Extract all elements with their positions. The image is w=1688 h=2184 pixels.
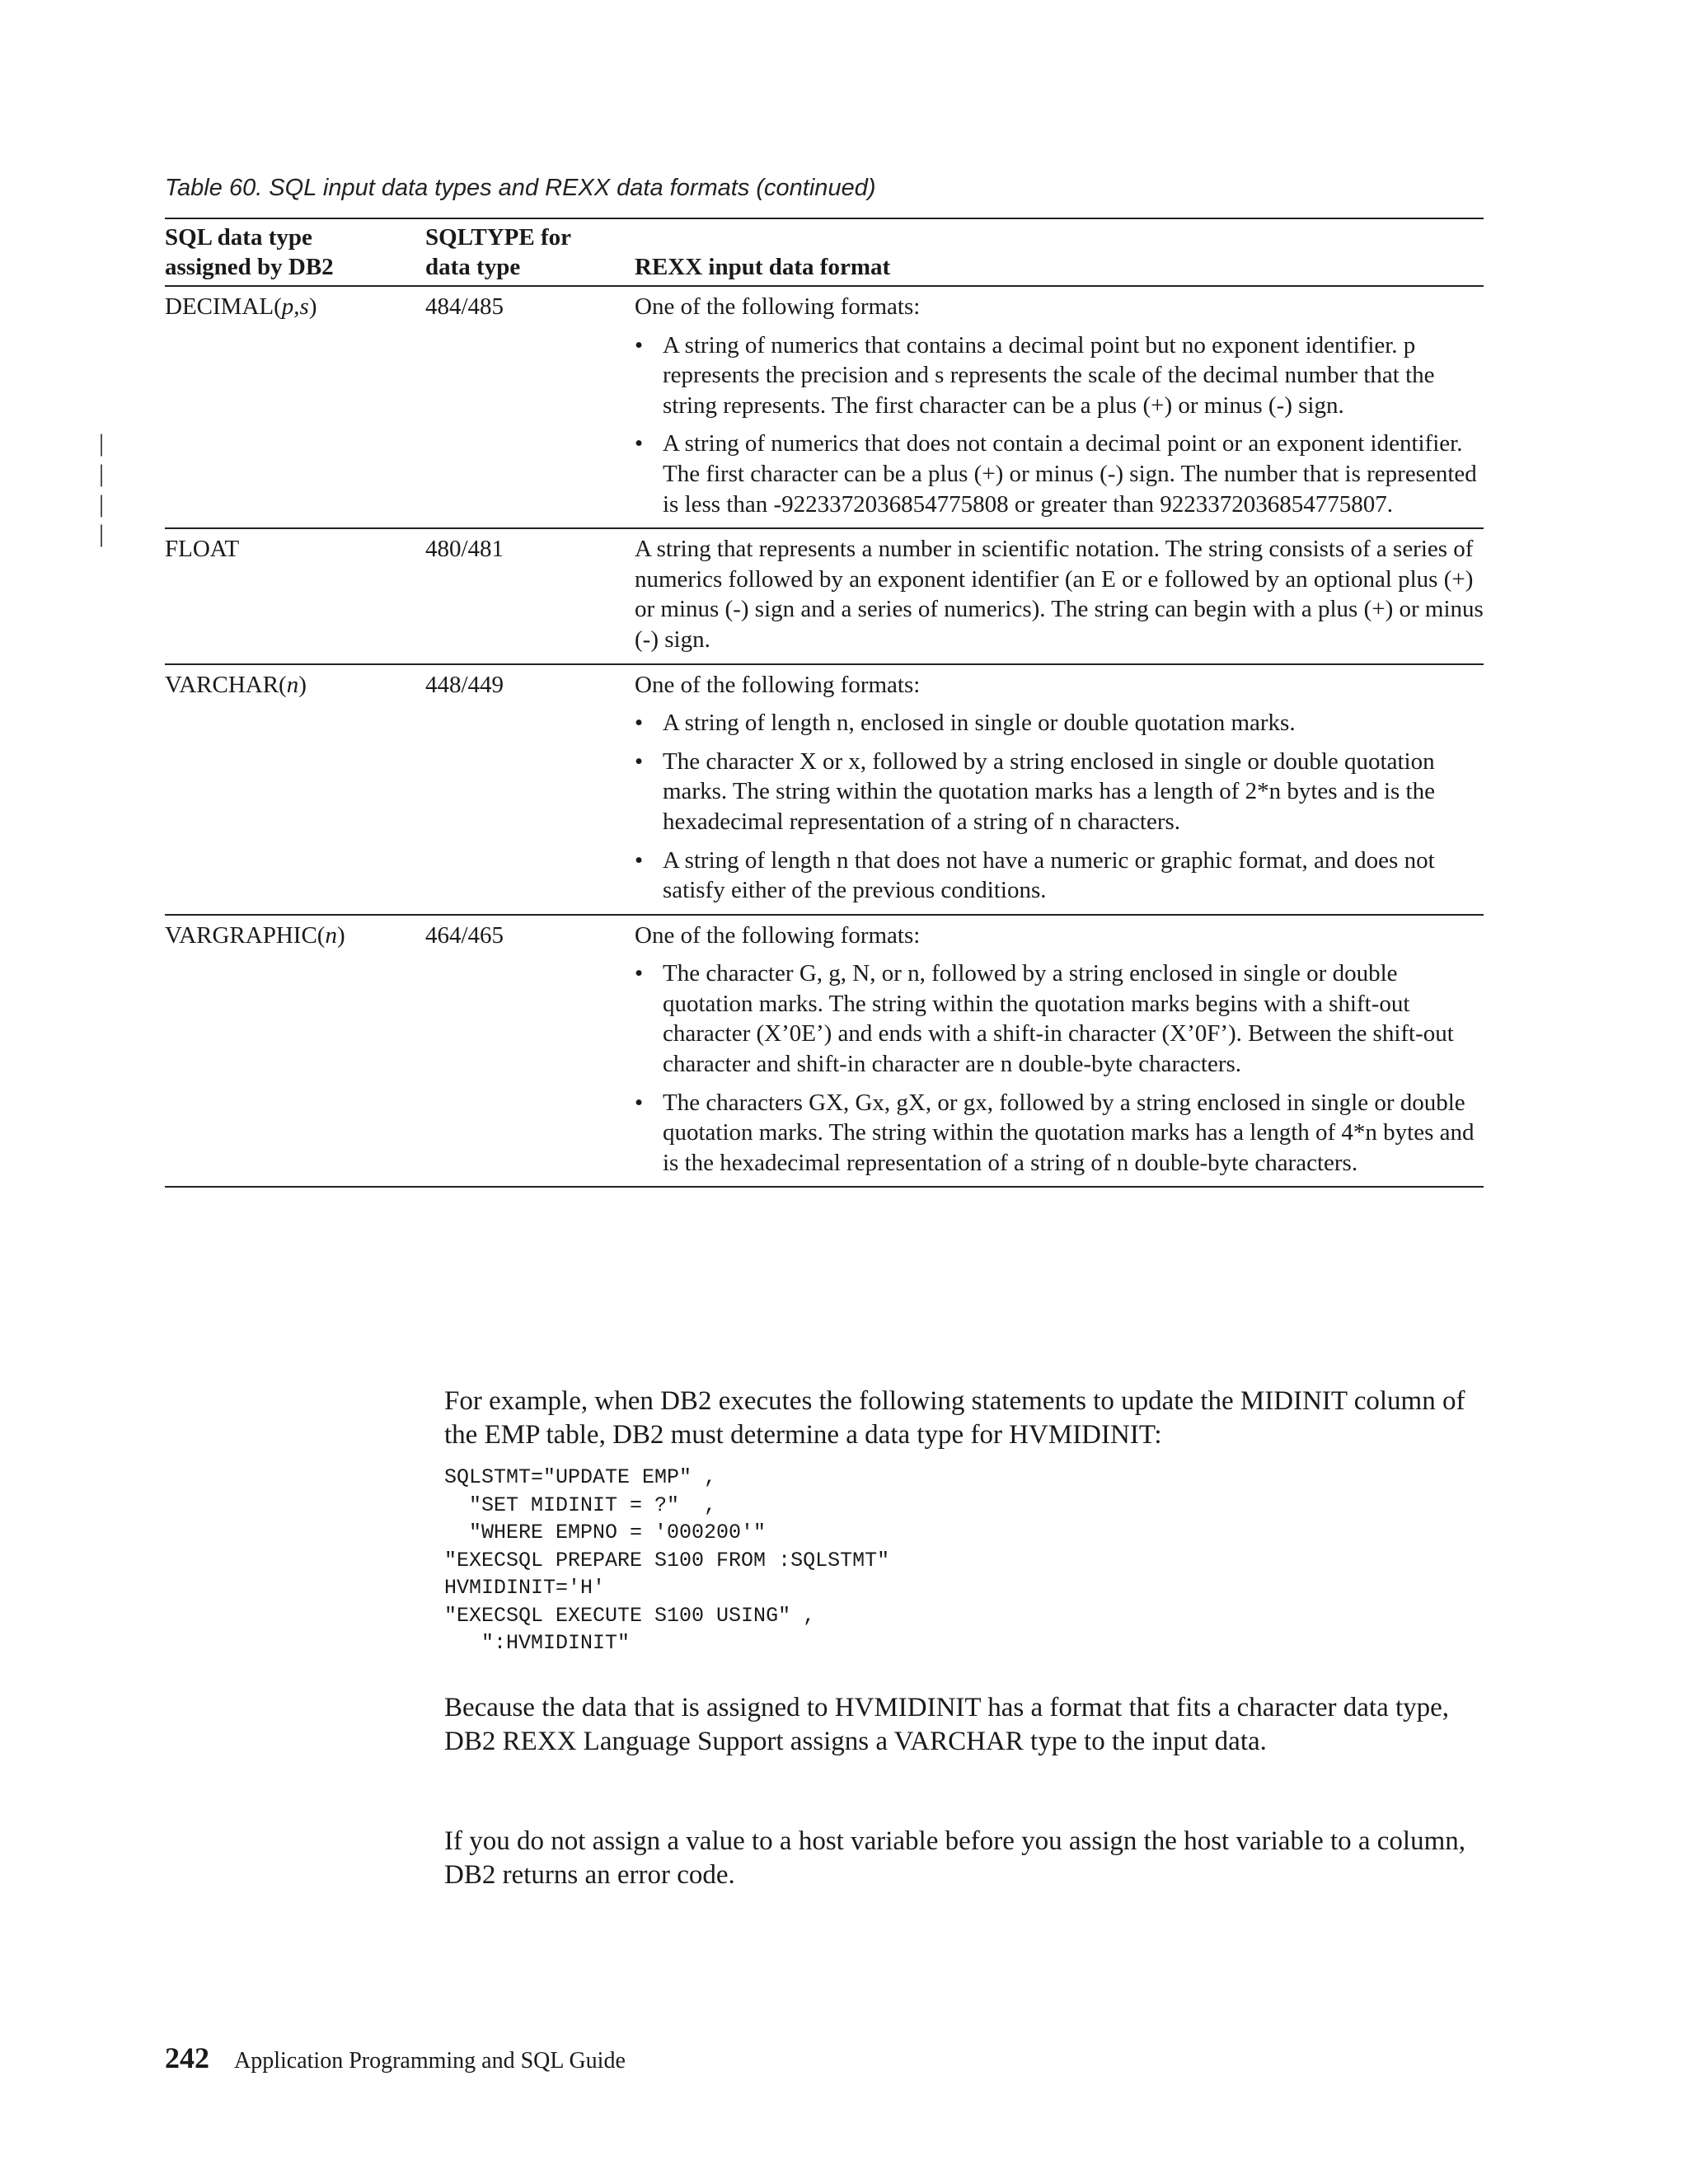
sqltype-cell: 484/485	[425, 293, 504, 320]
varchar-explanation-paragraph: Because the data that is assigned to HVMIDINIT has a format that fits a character data type, DB2 REXX Language Support assigns a VARCHAR type to the input data.	[444, 1693, 1450, 1756]
change-bar: |	[99, 429, 105, 457]
table-header	[165, 219, 1484, 287]
code-line: HVMIDINIT='H'	[444, 1576, 606, 1600]
table-row-decimal	[99, 287, 1484, 548]
rexx-format-cell: One of the following formats: • A string of numerics that contains a decimal point but no exponent identifier. p represents the precision and s represents the scale of the decimal number that the string represents. The first character can be a plus (+) or minus (-) sign. | | | | • A string of numerics that does not contain a decimal point or an exponent identifier. The first character can be a plus (+) or minus (-) sign. The number that is represented is less than -9223372036854775808 or greater than 9223372036854775807.	[635, 287, 1484, 527]
header-rexx-format: REXX input data format	[635, 254, 891, 280]
data-types-table	[99, 218, 1484, 1188]
book-title: Application Programming and SQL Guide	[234, 2048, 626, 2074]
code-line: "EXECSQL PREPARE S100 FROM :SQLSTMT"	[444, 1548, 890, 1572]
list-item: • The character G, g, N, or n, followed by a string enclosed in single or double quotation marks. The string within the quotation marks begins with a shift-out character (X’0E’) and ends with a shift-in character (X’0F’). Between the shift-out character and shift-in character are n double-byte characters.	[635, 960, 1454, 1078]
code-line: ":HVMIDINIT"	[444, 1631, 631, 1655]
sqltype-cell: 464/465	[425, 921, 504, 949]
code-line: "SET MIDINIT = ?" ,	[444, 1493, 717, 1517]
list-item: • The characters GX, Gx, gX, or gx, followed by a string enclosed in single or double quotation marks. The string within the quotation marks has a length of 4*n bytes and is the hexadecimal representation of a string of n double-byte characters.	[635, 1089, 1475, 1176]
header-sqltype: SQLTYPE for data type	[425, 224, 571, 280]
rexx-format-cell: One of the following formats: • A string of length n, enclosed in single or double quotation marks. • The character X or x, followed by a string enclosed in single or double quotation marks. The string within the quotation marks has a length of 2*n bytes and is the hexadecimal representation of a string of n characters. • A string of length n that does not have a numeric or graphic format, and does not satisfy either of the previous conditions.	[635, 665, 1484, 914]
sql-data-type-cell: VARCHAR(n)	[165, 671, 307, 698]
header-sql-data-type: SQL data type assigned by DB2	[165, 224, 334, 280]
code-line: "WHERE EMPNO = '000200'"	[444, 1521, 767, 1544]
sqltype-cell: 480/481	[425, 536, 504, 563]
error-code-paragraph: If you do not assign a value to a host variable before you assign the host variable to a column, DB2 returns an error code.	[444, 1826, 1466, 1890]
sqltype-cell: 448/449	[425, 671, 504, 698]
sql-data-type-cell: DECIMAL(p,s)	[165, 293, 317, 320]
table-row-vargraphic	[165, 916, 1484, 1188]
change-bar: |	[99, 520, 105, 548]
rexx-format-cell: A string that represents a number in scientific notation. The string consists of a series of numerics followed by an exponent identifier (an E or e followed by an optional plus (+) or minus (-) sign and a series of numerics). The string can begin with a plus (+) or minus (-) sign.	[635, 536, 1484, 653]
list-item: • A string of length n that does not have a numeric or graphic format, and does not satisfy either of the previous conditions.	[635, 846, 1435, 904]
list-item: • A string of numerics that contains a decimal point but no exponent identifier. p represents the precision and s represents the scale of the decimal number that the string represents. The first character can be a plus (+) or minus (-) sign.	[635, 331, 1435, 419]
code-example	[444, 1464, 889, 1657]
change-bar: |	[99, 490, 105, 518]
example-intro-paragraph: For example, when DB2 executes the following statements to update the MIDINIT column of the EMP table, DB2 must determine a data type for HVMIDINIT:	[444, 1386, 1465, 1450]
sql-data-type-cell: FLOAT	[165, 536, 240, 563]
rexx-format-cell: One of the following formats: • The character G, g, N, or n, followed by a string enclosed in single or double quotation marks. The string within the quotation marks begins with a shift-out character (X’0E’) and ends with a shift-in character (X’0F’). Between the shift-out character and shift-in character are n double-byte characters. • The characters GX, Gx, gX, or gx, followed by a string enclosed in single or double quotation marks. The string within the quotation marks has a length of 4*n bytes and is the hexadecimal representation of a string of n double-byte characters.	[635, 916, 1484, 1187]
list-item: | | | | • A string of numerics that does not contain a decimal point or an exponent identifier. The first character can be a plus (+) or minus (-) sign. The number that is represented is less than -9223372036854775808 or greater than 9223372036854775807.	[635, 429, 1484, 519]
code-line: SQLSTMT="UPDATE EMP" ,	[444, 1465, 717, 1489]
list-item: • A string of length n, enclosed in single or double quotation marks.	[635, 710, 1296, 737]
table-row-varchar	[165, 665, 1484, 916]
page-footer	[165, 2041, 626, 2075]
table-caption: Table 60. SQL input data types and REXX data formats (continued)	[165, 175, 876, 201]
page-number: 242	[165, 2041, 209, 2074]
table-row-float	[165, 529, 1484, 664]
change-bar: |	[99, 459, 105, 487]
code-line: "EXECSQL EXECUTE S100 USING" ,	[444, 1603, 816, 1628]
list-item: • The character X or x, followed by a string enclosed in single or double quotation marks. The string within the quotation marks has a length of 2*n bytes and is the hexadecimal representation of a string of n characters.	[635, 748, 1435, 835]
sql-data-type-cell: VARGRAPHIC(n)	[165, 921, 345, 949]
